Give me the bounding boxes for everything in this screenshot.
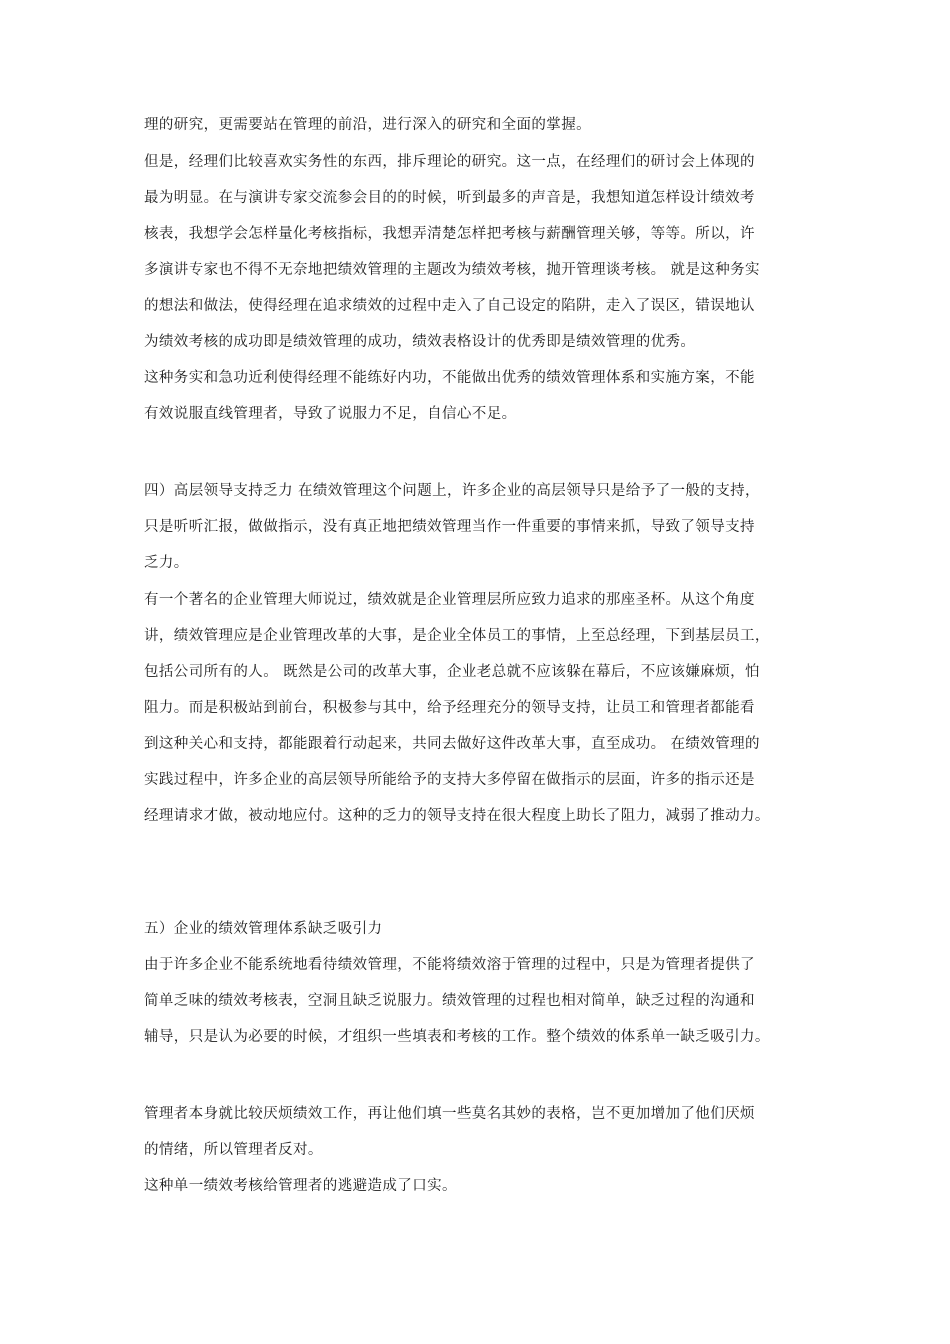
text-line: 实践过程中，许多企业的高层领导所能给予的支持大多停留在做指示的层面，许多的指示还是: [144, 772, 755, 788]
text-line: 多演讲专家也不得不无奈地把绩效管理的主题改为绩效考核，抛开管理谈考核。 就是这种务实: [144, 262, 760, 278]
text-line: 管理者本身就比较厌烦绩效工作，再让他们填一些莫名其妙的表格，岂不更加增加了他们厌烦: [144, 1106, 755, 1122]
text-line: 辅导，只是认为必要的时候，才组织一些填表和考核的工作。整个绩效的体系单一缺乏吸引力。: [144, 1029, 770, 1045]
text-line: 理的研究，更需要站在管理的前沿，进行深入的研究和全面的掌握。: [144, 117, 591, 133]
text-line: 有效说服直线管理者，导致了说服力不足，自信心不足。: [144, 406, 517, 422]
text-line: 讲，绩效管理应是企业管理改革的大事，是企业全体员工的事情，上至总经理，下到基层员工，: [144, 628, 770, 644]
text-line: 到这种关心和支持，都能跟着行动起来，共同去做好这件改革大事，直至成功。 在绩效管理的: [144, 736, 760, 752]
text-line: 包括公司所有的人。 既然是公司的改革大事，企业老总就不应该躲在幕后，不应该嫌麻烦，怕: [144, 664, 760, 680]
text-line: 的想法和做法，使得经理在追求绩效的过程中走入了自己设定的陷阱，走入了误区，错误地认: [144, 298, 755, 314]
text-line: 由于许多企业不能系统地看待绩效管理，不能将绩效溶于管理的过程中，只是为管理者提供了: [144, 957, 755, 973]
section-heading-four: 四）高层领导支持乏力 在绩效管理这个问题上，许多企业的高层领导只是给予了一般的支持，: [144, 483, 760, 499]
text-line: 最为明显。在与演讲专家交流参会目的的时候，听到最多的声音是，我想知道怎样设计绩效考: [144, 190, 755, 206]
section-heading-five: 五）企业的绩效管理体系缺乏吸引力: [144, 921, 383, 937]
text-line: 核表，我想学会怎样量化考核指标，我想弄清楚怎样把考核与薪酬管理关够，等等。所以，许: [144, 226, 755, 242]
text-line: 简单乏味的绩效考核表，空洞且缺乏说服力。绩效管理的过程也相对简单，缺乏过程的沟通和: [144, 993, 755, 1009]
text-line: 有一个著名的企业管理大师说过，绩效就是企业管理层所应致力追求的那座圣杯。从这个角度: [144, 592, 755, 608]
text-line: 经理请求才做，被动地应付。这种的乏力的领导支持在很大程度上助长了阻力，减弱了推动力。: [144, 808, 770, 824]
text-line: 这种务实和急功近利使得经理不能练好内功，不能做出优秀的绩效管理体系和实施方案，不能: [144, 370, 755, 386]
text-line: 但是，经理们比较喜欢实务性的东西，排斥理论的研究。这一点，在经理们的研讨会上体现的: [144, 154, 755, 170]
text-line: 阻力。而是积极站到前台，积极参与其中，给予经理充分的领导支持，让员工和管理者都能看: [144, 700, 755, 716]
text-line: 的情绪，所以管理者反对。: [144, 1142, 323, 1158]
text-line: 为绩效考核的成功即是绩效管理的成功，绩效表格设计的优秀即是绩效管理的优秀。: [144, 334, 696, 350]
text-line: 只是听听汇报，做做指示，没有真正地把绩效管理当作一件重要的事情来抓，导致了领导支持: [144, 519, 755, 535]
text-line: 乏力。: [144, 555, 189, 571]
text-line: 这种单一绩效考核给管理者的逃避造成了口实。: [144, 1178, 457, 1194]
